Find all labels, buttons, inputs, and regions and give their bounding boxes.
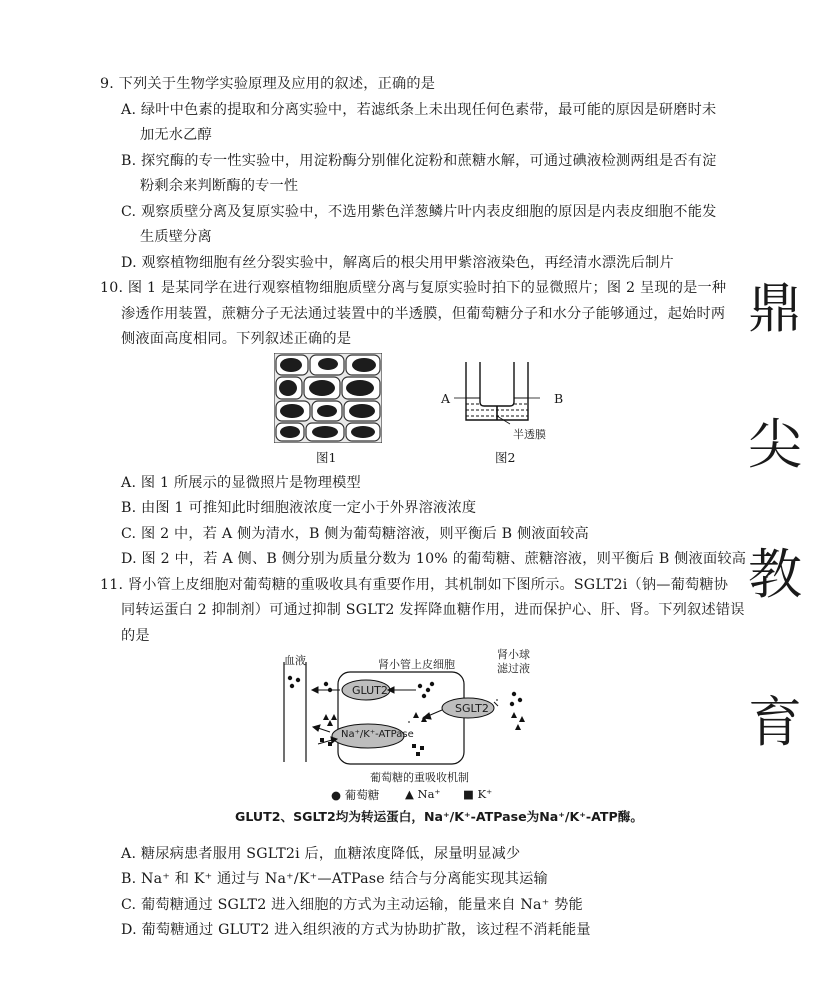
brand-char-3: 教 xyxy=(748,543,802,606)
q11-stem-line2: 同转运蛋白 2 抑制剂）可通过抑制 SGLT2 发挥降血糖作用，进而保护心、肝、肾。下列叙述错误 xyxy=(121,602,745,618)
q9-option-a: A. 绿叶中色素的提取和分离实验中，若滤纸条上未出现任何色素带，最可能的原因是研磨时未 xyxy=(121,102,717,118)
diagram-caption: 葡萄糖的重吸收机制 xyxy=(370,771,469,784)
q9-option-c-cont: 生质壁分离 xyxy=(140,229,212,245)
diagram-label-cell: 肾小管上皮细胞 xyxy=(378,658,455,671)
q9-option-c: C. 观察质壁分离及复原实验中，不选用紫色洋葱鳞片叶内表皮细胞的原因是内表皮细胞不能发 xyxy=(121,204,717,220)
diagram-label-filtrate-2: 滤过液 xyxy=(497,662,530,675)
legend-glucose xyxy=(331,787,379,803)
legend-na-label: Na⁺ xyxy=(417,787,441,801)
q9-option-a-cont: 加无水乙醇 xyxy=(140,127,212,143)
na-triangle-icon: ▲ xyxy=(405,787,414,801)
q11-option-d: D. 葡萄糖通过 GLUT2 进入组织液的方式为协助扩散，该过程不消耗能量 xyxy=(121,922,591,938)
q11-option-a: A. 糖尿病患者服用 SGLT2i 后，血糖浓度降低，尿量明显减少 xyxy=(121,846,521,862)
q9-stem: 9. 下列关于生物学实验原理及应用的叙述，正确的是 xyxy=(100,76,436,92)
q10-option-a: A. 图 1 所展示的显微照片是物理模型 xyxy=(121,475,361,491)
q10-stem-line3: 侧液面高度相同。下列叙述正确的是 xyxy=(121,331,352,347)
diagram-label-glut2: GLUT2 xyxy=(352,684,388,697)
legend-na xyxy=(405,787,441,801)
figure-2-u-tube xyxy=(452,358,542,428)
diagram-label-sglt2: SGLT2 xyxy=(455,702,489,715)
q11-option-c: C. 葡萄糖通过 SGLT2 进入细胞的方式为主动运输，能量来自 Na⁺ 势能 xyxy=(121,897,583,913)
q10-option-b: B. 由图 1 可推知此时细胞液浓度一定小于外界溶液浓度 xyxy=(121,500,477,516)
k-square-icon: ■ xyxy=(463,787,474,801)
figure-2-caption: 图2 xyxy=(495,450,516,465)
q10-stem-line2: 渗透作用装置，蔗糖分子无法通过装置中的半透膜，但葡萄糖分子和水分子能够通过，起始时两 xyxy=(121,306,726,322)
figure-2-membrane-label: 半透膜 xyxy=(513,428,546,441)
brand-char-2: 尖 xyxy=(748,413,802,476)
diagram-note: GLUT2、SGLT2均为转运蛋白，Na⁺/K⁺-ATPase为Na⁺/K⁺-ATP酶。 xyxy=(235,809,643,824)
brand-char-1: 鼎 xyxy=(748,277,802,340)
legend-k-label: K⁺ xyxy=(477,787,493,801)
q10-option-d: D. 图 2 中，若 A 侧、B 侧分别为质量分数为 10% 的葡萄糖、蔗糖溶液，则平衡后 B 侧液面较高 xyxy=(121,551,747,567)
figure-2-label-a: A xyxy=(441,391,451,406)
q10-stem: 10. 图 1 是某同学在进行观察植物细胞质壁分离与复原实验时拍下的显微照片；图 2 呈现的是一种 xyxy=(100,280,727,296)
diagram-label-filtrate-1: 肾小球 xyxy=(497,648,530,661)
figure-1-caption: 图1 xyxy=(316,450,337,465)
figure-1-micrograph xyxy=(274,353,382,443)
q11-stem: 11. 肾小管上皮细胞对葡萄糖的重吸收具有重要作用，其机制如下图所示。SGLT2i（钠—葡萄糖协 xyxy=(100,577,729,593)
glucose-dot-icon: ● xyxy=(331,788,342,802)
diagram-label-blood: 血液 xyxy=(284,654,306,667)
brand-char-4: 育 xyxy=(748,691,802,754)
q9-option-b-cont: 粉剩余来判断酶的专一性 xyxy=(140,178,299,194)
q11-stem-line3: 的是 xyxy=(121,628,150,644)
figure-2-label-b: B xyxy=(554,391,564,406)
q10-option-c: C. 图 2 中，若 A 侧为清水，B 侧为葡萄糖溶液，则平衡后 B 侧液面较高 xyxy=(121,526,589,542)
q11-option-b: B. Na⁺ 和 K⁺ 通过与 Na⁺/K⁺—ATPase 结合与分离能实现其运输 xyxy=(121,871,548,887)
diagram-label-atpase: Na⁺/K⁺-ATPase xyxy=(341,729,414,740)
legend-glucose-label: 葡萄糖 xyxy=(344,788,380,802)
q9-option-b: B. 探究酶的专一性实验中，用淀粉酶分别催化淀粉和蔗糖水解，可通过碘液检测两组是否有淀 xyxy=(121,153,717,169)
q9-option-d: D. 观察植物细胞有丝分裂实验中，解离后的根尖用甲紫溶液染色，再经清水漂洗后制片 xyxy=(121,255,674,271)
legend-k xyxy=(463,787,492,801)
